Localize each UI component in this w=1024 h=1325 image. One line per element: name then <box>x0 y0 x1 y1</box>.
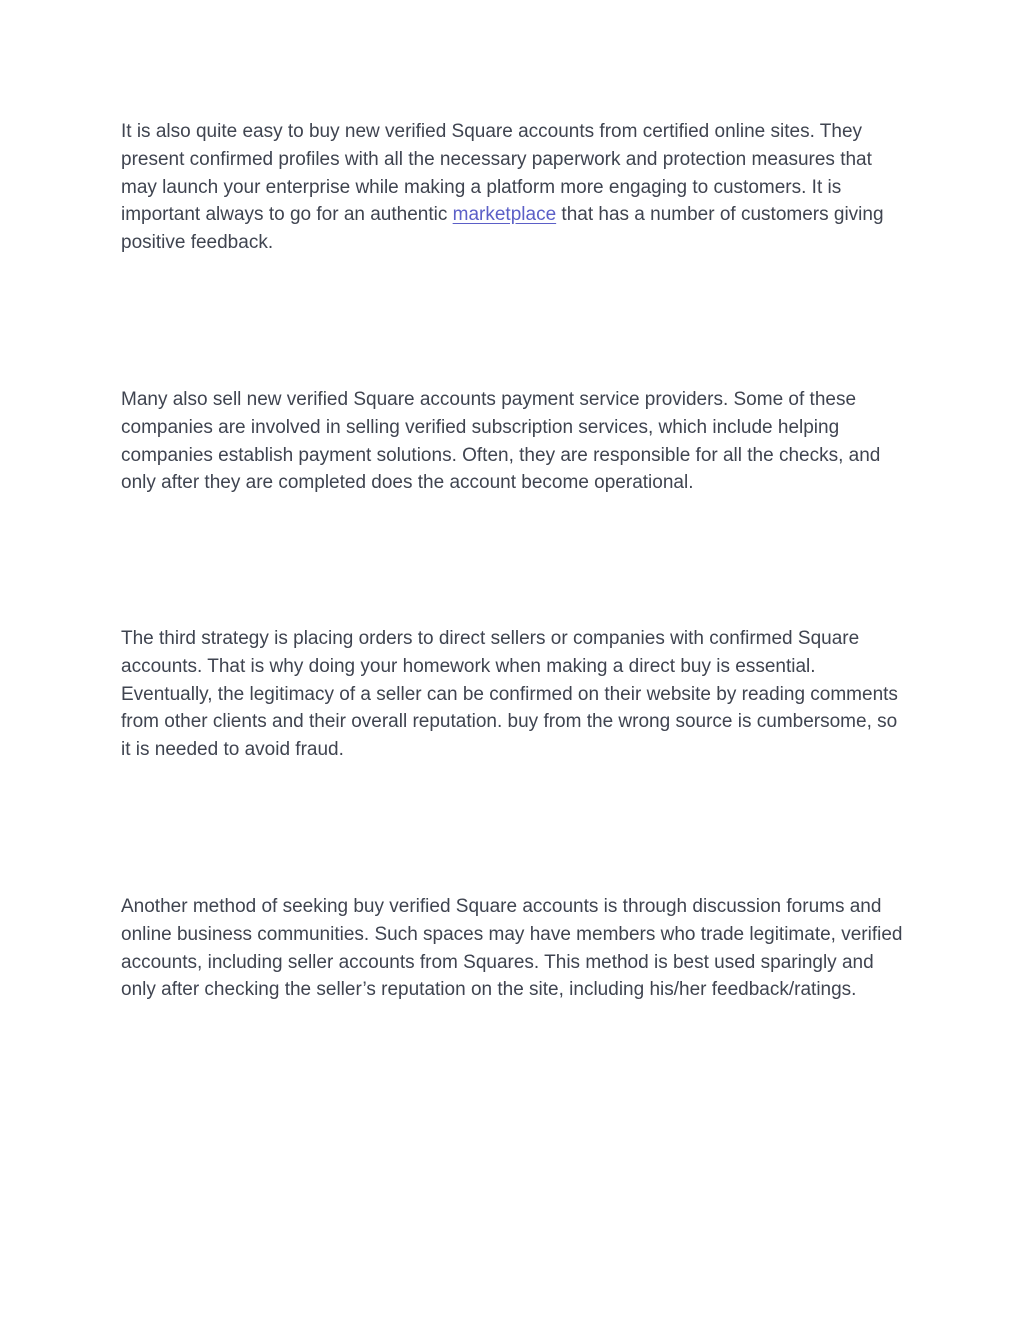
paragraph-2: Many also sell new verified Square accounts payment service providers. Some of these companies are involved in selling verified subscription services, which include helping companies establish payment solutions. Often, they are responsible for all the checks, and only after they are completed does the account become operational. <box>121 389 881 494</box>
paragraph-1-text-after-link: that has a number of customers giving positive feedback. <box>121 204 884 254</box>
marketplace-link[interactable]: marketplace <box>452 204 557 226</box>
paragraph-1-text-before-link: It is also quite easy to buy new verified Square accounts from certified online sites. They present confirmed profiles with all the necessary paperwork and protection measures that may launch your enterprise while making a platform more engaging to customers. It is important always to go for an authentic <box>121 121 872 226</box>
paragraph-4: Another method of seeking buy verified Square accounts is through discussion forums and online business communities. Such spaces may have members who trade legitimate, verified accounts, including seller accounts from Squares. This method is best used sparingly and only after checking the seller’s reputation on the site, including his/her feedback/ratings. <box>121 896 903 1001</box>
paragraph-1 <box>121 118 911 257</box>
paragraph-3: The third strategy is placing orders to direct sellers or companies with confirmed Square accounts. That is why doing your homework when making a direct buy is essential. Eventually, the legitimacy of a seller can be confirmed on their website by reading comments from other clients and their overall reputation. buy from the wrong source is cumbersome, so it is needed to avoid fraud. <box>121 628 898 761</box>
